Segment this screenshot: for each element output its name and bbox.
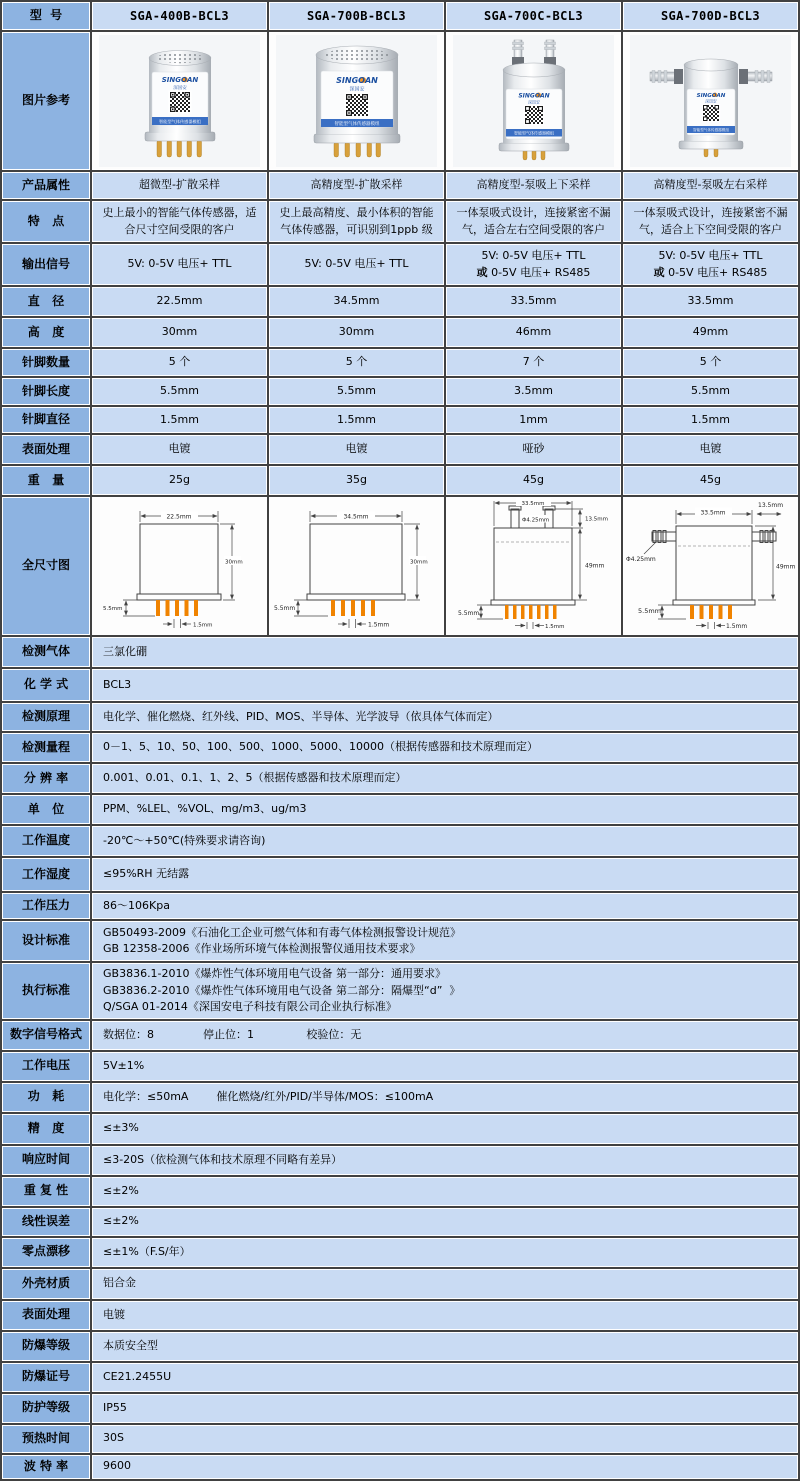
compare-value-line: 高精度型-泵吸上下采样 <box>476 178 591 192</box>
compare-value <box>623 244 798 285</box>
perforated-cap <box>325 49 389 62</box>
compare-value <box>623 201 798 242</box>
spec-value: ≤±3% <box>92 1114 798 1144</box>
dim-tube-len: 13.5mm <box>585 516 608 523</box>
dim-tube-dia: Φ4.25mm <box>626 556 656 563</box>
row-label: 单 位 <box>2 795 90 824</box>
row-label: 零点漂移 <box>2 1238 90 1267</box>
compare-value-line: 46mm <box>515 325 552 339</box>
product-photo-diffusion-large <box>270 33 443 169</box>
brand-cn-text: 深国安 <box>705 98 717 104</box>
compare-value <box>92 466 267 495</box>
model-name: SGA-700B-BCL3 <box>269 2 444 30</box>
compare-value-line: 5V: 0-5V 电压+ TTL <box>304 257 409 271</box>
spec-value: 0－1、5、10、50、100、500、1000、5000、10000（根据传感器和技术原理而定） <box>92 733 798 762</box>
spec-value-line: GB 12358-2006《作业场所环境气体检测报警仪通用技术要求》 <box>103 942 421 955</box>
row-label: 工作湿度 <box>2 858 90 891</box>
row-label-diagrams: 全尺寸图 <box>2 497 90 635</box>
spec-value: BCL3 <box>92 669 798 701</box>
compare-value-line: 5 个 <box>345 355 368 369</box>
compare-value-line: 或 0-5V 电压+ RS485 <box>476 265 591 279</box>
spec-value: 本质安全型 <box>92 1332 798 1361</box>
compare-value-line: 30mm <box>338 325 375 339</box>
compare-value <box>269 466 444 495</box>
row-label: 产品属性 <box>2 172 90 199</box>
compare-value-line: 电镀 <box>168 442 191 456</box>
dimension-diagram-sga400b <box>93 498 266 634</box>
compare-value <box>92 287 267 316</box>
compare-value-line: 30mm <box>161 325 198 339</box>
spec-value: 30S <box>92 1425 798 1453</box>
compare-value <box>623 435 798 464</box>
spec-value-line: GB3836.2-2010《爆炸性气体环境用电气设备 第二部分：隔爆型“d” 》 <box>103 983 461 997</box>
compare-value-line: 3.5mm <box>514 384 553 398</box>
spec-value: 86～106Kpa <box>92 893 798 919</box>
dimension-diagram-cell <box>269 497 444 635</box>
spec-value-line: Q/SGA 01-2014《深国安电子科技有限公司企业执行标准》 <box>103 1000 397 1013</box>
compare-value-line: 一体泵吸式设计，连接紧密不漏气，适合左右空间受限的客户 <box>456 206 611 236</box>
dim-pin-dia: 1.5mm <box>726 623 748 630</box>
spec-value-line: GB50493-2009《石油化工企业可燃气体和有毒气体检测报警设计规范》 <box>103 925 462 939</box>
row-label: 工作压力 <box>2 893 90 919</box>
qr-code <box>169 91 192 114</box>
product-photo-cell <box>92 32 267 170</box>
dimension-diagram-cell <box>92 497 267 635</box>
row-label: 高 度 <box>2 318 90 347</box>
compare-value-line: 1.5mm <box>160 412 199 426</box>
compare-value <box>92 407 267 433</box>
compare-value-line: 45g <box>523 473 544 487</box>
tagline-text: 智能型气体传感器模组 <box>159 118 201 124</box>
spec-value: CE21.2455U <box>92 1363 798 1392</box>
dim-height: 49mm <box>585 562 605 570</box>
compare-value <box>92 349 267 376</box>
compare-value-line: 5.5mm <box>160 384 199 398</box>
compare-value <box>269 201 444 242</box>
row-label: 针脚直径 <box>2 407 90 433</box>
tagline-text: 智能型气体传感器模组 <box>334 121 380 127</box>
compare-value <box>623 407 798 433</box>
row-label: 表面处理 <box>2 435 90 464</box>
compare-value-line: 高精度型-扩散采样 <box>310 178 403 192</box>
compare-value <box>92 378 267 405</box>
dim-height: 49mm <box>776 563 796 571</box>
compare-value <box>269 172 444 199</box>
tagline-text: 智能型气体传感器模组 <box>693 128 729 132</box>
dimension-diagram-sga700c <box>447 498 620 634</box>
compare-value-line: 22.5mm <box>156 294 203 308</box>
spec-value: 铝合金 <box>92 1269 798 1299</box>
compare-value <box>92 435 267 464</box>
spec-value: ≤3-20S（依检测气体和技术原理不同略有差异） <box>92 1146 798 1175</box>
compare-value-line: 5 个 <box>699 355 722 369</box>
dim-pin-len: 5.5mm <box>458 610 480 617</box>
compare-value-line: 1.5mm <box>691 412 730 426</box>
compare-value-line: 1.5mm <box>337 412 376 426</box>
compare-value-line: 一体泵吸式设计，连接紧密不漏气，适合上下空间受限的客户 <box>633 206 788 236</box>
brand-text: SINGOAN <box>696 93 726 99</box>
compare-value-line: 25g <box>169 473 190 487</box>
row-label: 检测原理 <box>2 703 90 731</box>
spec-value: ≤±1%（F.S/年） <box>92 1238 798 1267</box>
compare-value-line: 高精度型-泵吸左右采样 <box>653 178 768 192</box>
compare-value <box>446 407 621 433</box>
row-label: 输出信号 <box>2 244 90 285</box>
row-label: 特 点 <box>2 201 90 242</box>
row-label: 防爆等级 <box>2 1332 90 1361</box>
compare-value <box>446 378 621 405</box>
row-label: 外壳材质 <box>2 1269 90 1299</box>
compare-value-line: 49mm <box>692 325 729 339</box>
spec-value: 0.001、0.01、0.1、1、2、5（根据传感器和技术原理而定） <box>92 764 798 793</box>
dim-width: 22.5mm <box>166 513 192 521</box>
dimension-diagram-sga700d <box>624 498 797 634</box>
spec-value: 电镀 <box>92 1301 798 1330</box>
compare-value <box>446 287 621 316</box>
row-label: 设计标准 <box>2 921 90 961</box>
spec-value: 5V±1% <box>92 1052 798 1081</box>
dim-tube-dia: Φ4.25mm <box>522 517 550 524</box>
compare-value <box>92 244 267 285</box>
row-label: 化 学 式 <box>2 669 90 701</box>
row-label: 工作温度 <box>2 826 90 856</box>
brand-cn-text: 深国安 <box>349 86 365 93</box>
compare-value-line: 34.5mm <box>333 294 380 308</box>
dim-pin-len: 5.5mm <box>638 607 662 615</box>
spec-value: PPM、%LEL、%VOL、mg/m3、ug/m3 <box>92 795 798 824</box>
row-label-images: 图片参考 <box>2 32 90 170</box>
brand-text: SINGOAN <box>518 92 550 100</box>
compare-value <box>92 318 267 347</box>
dim-pin-dia: 1.5mm <box>193 622 213 629</box>
row-label: 检测气体 <box>2 637 90 667</box>
row-label: 重 复 性 <box>2 1177 90 1206</box>
product-photo-cell <box>446 32 621 170</box>
compare-value <box>623 378 798 405</box>
qr-code <box>524 105 544 125</box>
compare-value-line: 5.5mm <box>337 384 376 398</box>
model-name: SGA-700D-BCL3 <box>623 2 798 30</box>
tagline-text: 智能型气体传感器模组 <box>514 130 554 136</box>
row-label: 重 量 <box>2 466 90 495</box>
product-photo-pump-top <box>447 33 620 169</box>
row-label: 数字信号格式 <box>2 1021 90 1050</box>
compare-value <box>623 318 798 347</box>
dim-width: 34.5mm <box>343 513 369 521</box>
compare-value <box>446 435 621 464</box>
row-label: 针脚长度 <box>2 378 90 405</box>
row-label: 精 度 <box>2 1114 90 1144</box>
dim-width: 33.5mm <box>521 501 545 507</box>
row-label: 防爆证号 <box>2 1363 90 1392</box>
compare-value-line: 1mm <box>519 412 548 426</box>
compare-value-line: 5V: 0-5V 电压+ TTL <box>127 257 232 271</box>
compare-value <box>623 172 798 199</box>
qr-code <box>702 104 720 122</box>
spec-value: 三氯化硼 <box>92 637 798 667</box>
compare-value-line: 史上最小的智能气体传感器，适合尺寸空间受限的客户 <box>102 206 257 236</box>
row-label: 功 耗 <box>2 1083 90 1112</box>
qr-code <box>345 93 370 118</box>
dim-pin-len: 5.5mm <box>103 606 123 612</box>
row-label: 表面处理 <box>2 1301 90 1330</box>
row-label: 线性误差 <box>2 1208 90 1236</box>
product-photo-cell <box>269 32 444 170</box>
brand-cn-text: 深国安 <box>173 86 187 91</box>
spec-value <box>92 921 798 961</box>
spec-value: 数据位：8 停止位：1 校验位：无 <box>92 1021 798 1050</box>
spec-value <box>92 963 798 1019</box>
compare-value-line: 超微型-扩散采样 <box>139 178 220 192</box>
compare-value-line: 哑砂 <box>522 442 545 456</box>
compare-value <box>269 318 444 347</box>
dim-height: 30mm <box>410 559 428 566</box>
product-photo-cell <box>623 32 798 170</box>
row-label: 检测量程 <box>2 733 90 762</box>
brand-text: SINGOAN <box>161 76 199 84</box>
brand-cn-text: 深国安 <box>528 99 540 105</box>
compare-value-line: 7 个 <box>522 355 545 369</box>
compare-value-line: 5 个 <box>168 355 191 369</box>
spec-value: 9600 <box>92 1455 798 1479</box>
dimension-diagram-sga700b <box>270 498 443 634</box>
spec-value: -20℃～+50℃(特殊要求请咨询) <box>92 826 798 856</box>
compare-value <box>446 201 621 242</box>
compare-value <box>446 349 621 376</box>
row-label: 波 特 率 <box>2 1455 90 1479</box>
compare-value <box>446 318 621 347</box>
compare-value-line: 5V: 0-5V 电压+ TTL <box>658 249 763 262</box>
compare-value <box>269 287 444 316</box>
compare-value-line: 5.5mm <box>691 384 730 398</box>
compare-value-line: 33.5mm <box>687 294 734 308</box>
compare-value-line: 45g <box>700 473 721 487</box>
row-label: 工作电压 <box>2 1052 90 1081</box>
perforated-cap <box>156 53 204 63</box>
row-label: 直 径 <box>2 287 90 316</box>
compare-value <box>446 172 621 199</box>
model-name: SGA-700C-BCL3 <box>446 2 621 30</box>
spec-value-line: GB3836.1-2010《爆炸性气体环境用电气设备 第一部分：通用要求》 <box>103 967 447 980</box>
product-photo-pump-side <box>624 33 797 169</box>
compare-value-line: 5V: 0-5V 电压+ TTL <box>481 249 586 262</box>
compare-value <box>446 466 621 495</box>
row-label: 分 辨 率 <box>2 764 90 793</box>
spec-value: ≤95%RH 无结露 <box>92 858 798 891</box>
compare-value <box>92 172 267 199</box>
compare-value <box>269 244 444 285</box>
spec-value: ≤±2% <box>92 1177 798 1206</box>
row-label: 针脚数量 <box>2 349 90 376</box>
dim-pin-dia: 1.5mm <box>368 621 390 629</box>
dim-pin-len: 5.5mm <box>274 605 296 612</box>
dimension-diagram-cell <box>623 497 798 635</box>
compare-value <box>269 435 444 464</box>
pins <box>690 605 732 619</box>
compare-value-line: 史上最高精度、最小体积的智能气体传感器，可识别到1ppb 级 <box>279 206 434 236</box>
compare-value-line: 电镀 <box>345 442 368 456</box>
compare-value <box>269 378 444 405</box>
compare-value <box>623 349 798 376</box>
spec-value: IP55 <box>92 1394 798 1423</box>
pins <box>505 605 557 619</box>
row-label-model: 型 号 <box>2 2 90 30</box>
pins <box>331 600 375 616</box>
row-label: 执行标准 <box>2 963 90 1019</box>
spec-value: ≤±2% <box>92 1208 798 1236</box>
row-label: 响应时间 <box>2 1146 90 1175</box>
compare-value <box>269 407 444 433</box>
compare-value-line: 电镀 <box>699 442 722 456</box>
dim-pin-dia: 1.5mm <box>545 624 565 630</box>
compare-value-line: 或 0-5V 电压+ RS485 <box>653 265 768 279</box>
model-name: SGA-400B-BCL3 <box>92 2 267 30</box>
spec-value: 电化学、催化燃烧、红外线、PID、MOS、半导体、光学波导（依具体气体而定） <box>92 703 798 731</box>
dim-width: 33.5mm <box>700 509 726 517</box>
row-label: 预热时间 <box>2 1425 90 1453</box>
compare-value <box>92 201 267 242</box>
dimension-diagram-cell <box>446 497 621 635</box>
compare-value-line: 33.5mm <box>510 294 557 308</box>
dim-height: 30mm <box>225 559 243 566</box>
compare-value <box>623 287 798 316</box>
product-photo-diffusion-small <box>93 33 266 169</box>
compare-value <box>623 466 798 495</box>
compare-value <box>269 349 444 376</box>
compare-value <box>446 244 621 285</box>
spec-value: 电化学：≤50mA 催化燃烧/红外/PID/半导体/MOS：≤100mA <box>92 1083 798 1112</box>
dim-tube-len: 13.5mm <box>758 502 784 509</box>
row-label: 防护等级 <box>2 1394 90 1423</box>
pins <box>156 600 198 616</box>
brand-text: SINGOAN <box>336 76 378 85</box>
compare-value-line: 35g <box>346 473 367 487</box>
